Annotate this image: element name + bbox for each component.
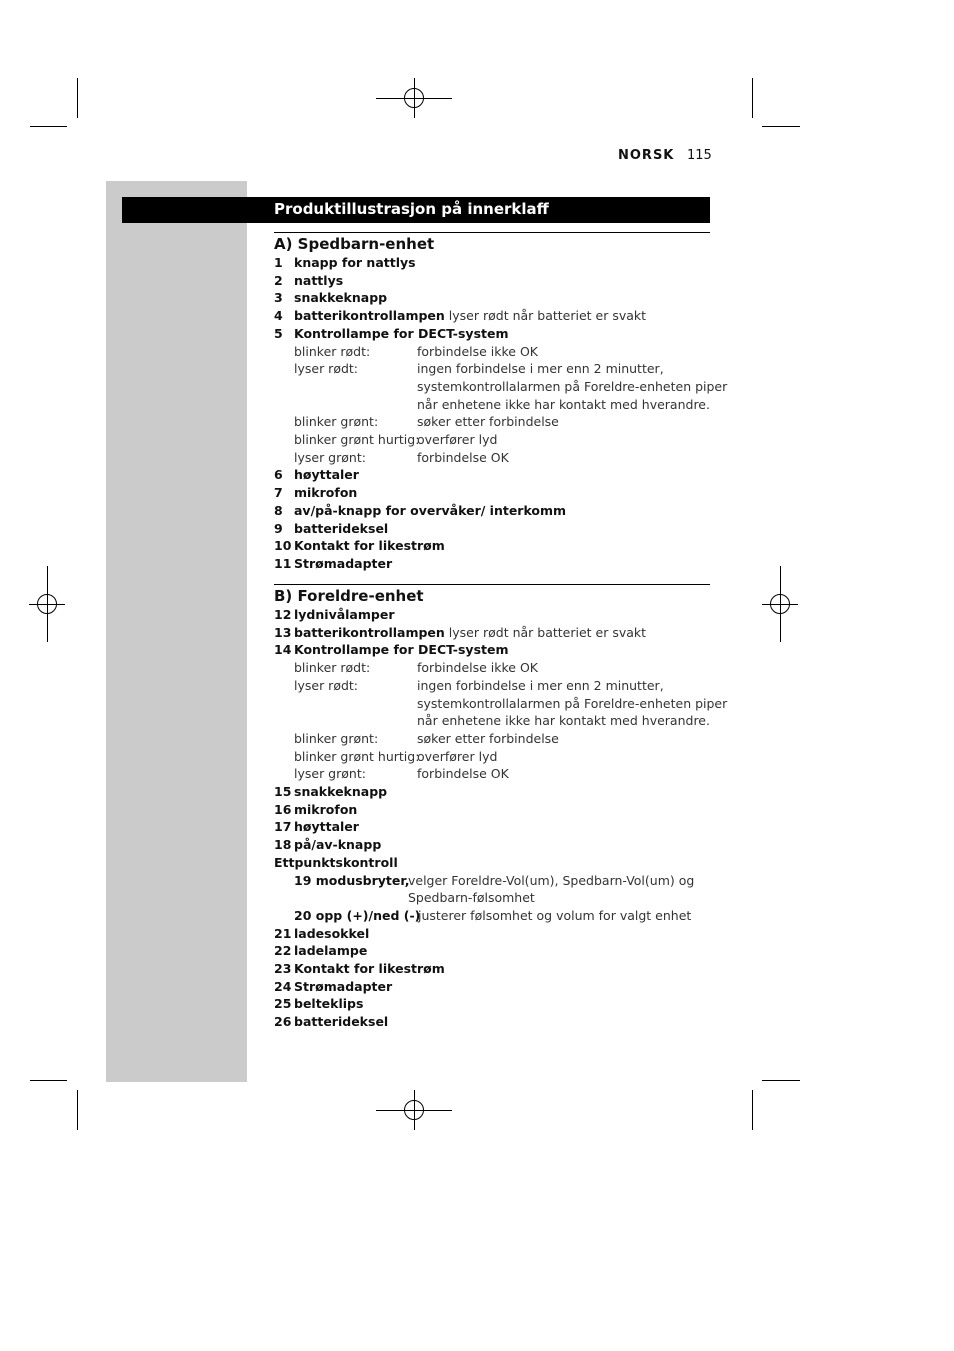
gray-sidebar bbox=[106, 181, 247, 1082]
status-key: lyser rødt: bbox=[294, 361, 359, 377]
status-value: når enhetene ikke har kontakt med hverandre. bbox=[417, 396, 710, 412]
item-number: 17 bbox=[274, 819, 292, 835]
status-value: forbindelse ikke OK bbox=[417, 343, 538, 359]
item-number: 13 bbox=[274, 624, 292, 640]
crop-mark bbox=[77, 1090, 78, 1130]
control-item-description: velger Foreldre-Vol(um), Spedbarn-Vol(um) og bbox=[408, 872, 695, 888]
status-key: blinker grønt hurtig: bbox=[294, 748, 420, 764]
item-label: ladelampe bbox=[294, 943, 368, 959]
control-item-description: Spedbarn-følsomhet bbox=[408, 890, 535, 906]
item-label: høyttaler bbox=[294, 819, 359, 835]
item-label: Kontrollampe for DECT-system bbox=[294, 642, 509, 658]
item-number: 3 bbox=[274, 290, 283, 306]
item-number: 16 bbox=[274, 801, 292, 817]
control-item-number: 20 bbox=[294, 907, 312, 923]
control-item-label bbox=[294, 872, 409, 890]
page-title: Produktillustrasjon på innerklaff bbox=[274, 200, 549, 218]
item-description: lyser rødt når batteriet er svakt bbox=[444, 308, 647, 324]
item-number: 7 bbox=[274, 485, 283, 501]
item-label: lydnivålamper bbox=[294, 607, 395, 622]
item-label: Strømadapter bbox=[294, 978, 393, 994]
section-a-heading: A) Spedbarn-enhet bbox=[274, 235, 435, 253]
status-value: når enhetene ikke har kontakt med hverandre. bbox=[417, 713, 710, 729]
status-key: lyser grønt: bbox=[294, 766, 366, 782]
status-value: forbindelse OK bbox=[417, 766, 509, 782]
status-key: blinker grønt: bbox=[294, 730, 379, 746]
section-b-rule bbox=[274, 584, 710, 585]
item-description: lyser rødt når batteriet er svakt bbox=[444, 624, 647, 640]
item-label: Kontakt for likestrøm bbox=[294, 538, 445, 554]
item-number: 15 bbox=[274, 784, 292, 799]
item-label: Strømadapter bbox=[294, 555, 393, 571]
status-key: lyser grønt: bbox=[294, 449, 366, 465]
item-number: 23 bbox=[274, 961, 292, 976]
item-number: 6 bbox=[274, 467, 283, 483]
item-number: 2 bbox=[274, 272, 283, 288]
item-label: batterikontrollampen lyser rødt når batteriet er svakt bbox=[294, 308, 647, 324]
registration-target-icon bbox=[770, 594, 790, 614]
status-value: forbindelse ikke OK bbox=[417, 660, 538, 676]
item-number: 25 bbox=[274, 996, 292, 1012]
status-value: ingen forbindelse i mer enn 2 minutter, bbox=[417, 361, 664, 377]
item-number: 12 bbox=[274, 607, 292, 622]
item-number: 10 bbox=[274, 538, 292, 554]
crop-mark bbox=[30, 126, 67, 127]
item-number: 8 bbox=[274, 502, 283, 518]
item-label: Kontrollampe for DECT-system bbox=[294, 325, 509, 341]
control-item-label bbox=[294, 907, 420, 925]
status-value: overfører lyd bbox=[417, 748, 498, 764]
item-number: 4 bbox=[274, 308, 283, 324]
item-label: ladesokkel bbox=[294, 925, 370, 941]
status-value: forbindelse OK bbox=[417, 449, 509, 465]
crop-mark bbox=[762, 1080, 800, 1081]
crop-mark bbox=[762, 126, 800, 127]
item-number: 14 bbox=[274, 642, 292, 658]
item-label: belteklips bbox=[294, 996, 364, 1012]
status-key: blinker grønt hurtig: bbox=[294, 432, 420, 447]
status-key: blinker grønt: bbox=[294, 414, 379, 430]
item-number: 9 bbox=[274, 520, 283, 536]
control-item-number: 19 bbox=[294, 872, 312, 888]
crop-mark bbox=[752, 1090, 753, 1130]
status-value: søker etter forbindelse bbox=[417, 730, 559, 746]
registration-target-icon bbox=[404, 1100, 424, 1120]
item-label: på/av-knapp bbox=[294, 837, 382, 853]
item-label: snakkeknapp bbox=[294, 784, 388, 799]
control-heading: Ettpunktskontroll bbox=[274, 854, 398, 870]
item-number: 1 bbox=[274, 255, 283, 270]
item-label: nattlys bbox=[294, 272, 344, 288]
crop-mark bbox=[752, 78, 753, 118]
item-label: høyttaler bbox=[294, 467, 359, 483]
item-label: av/på-knapp for overvåker/ interkomm bbox=[294, 502, 567, 518]
page-number: 115 bbox=[687, 148, 712, 163]
item-label: batterikontrollampen lyser rødt når batteriet er svakt bbox=[294, 624, 647, 640]
language-label: NORSK bbox=[618, 148, 675, 163]
item-label: batterideksel bbox=[294, 520, 389, 536]
item-label: mikrofon bbox=[294, 485, 358, 501]
status-key: lyser rødt: bbox=[294, 677, 359, 693]
status-key: blinker rødt: bbox=[294, 343, 371, 359]
control-item-text: opp (+)/ned (-) bbox=[315, 907, 421, 923]
item-number: 24 bbox=[274, 978, 292, 994]
item-number: 26 bbox=[274, 1014, 292, 1030]
status-value: søker etter forbindelse bbox=[417, 414, 559, 430]
status-value: overfører lyd bbox=[417, 432, 498, 447]
item-number: 21 bbox=[274, 925, 292, 941]
control-item-text: modusbryter, bbox=[315, 872, 410, 888]
registration-target-icon bbox=[37, 594, 57, 614]
status-key: blinker rødt: bbox=[294, 660, 371, 676]
section-b-heading: B) Foreldre-enhet bbox=[274, 587, 424, 605]
item-number: 18 bbox=[274, 837, 292, 853]
item-number: 22 bbox=[274, 943, 292, 959]
crop-mark bbox=[30, 1080, 67, 1081]
item-number: 11 bbox=[274, 555, 292, 571]
item-label: knapp for nattlys bbox=[294, 255, 416, 270]
crop-mark bbox=[77, 78, 78, 118]
status-value: ingen forbindelse i mer enn 2 minutter, bbox=[417, 677, 664, 693]
status-value: systemkontrollalarmen på Foreldre-enheten piper bbox=[417, 695, 728, 711]
registration-target-icon bbox=[404, 88, 424, 108]
item-label: snakkeknapp bbox=[294, 290, 388, 306]
item-label: batterideksel bbox=[294, 1014, 389, 1030]
title-bar bbox=[122, 197, 710, 223]
item-label: mikrofon bbox=[294, 801, 358, 817]
section-a-rule bbox=[274, 232, 710, 233]
status-value: systemkontrollalarmen på Foreldre-enheten piper bbox=[417, 378, 728, 394]
control-item-description: justerer følsomhet og volum for valgt enhet bbox=[418, 907, 692, 923]
item-label: Kontakt for likestrøm bbox=[294, 961, 445, 976]
item-number: 5 bbox=[274, 325, 283, 341]
